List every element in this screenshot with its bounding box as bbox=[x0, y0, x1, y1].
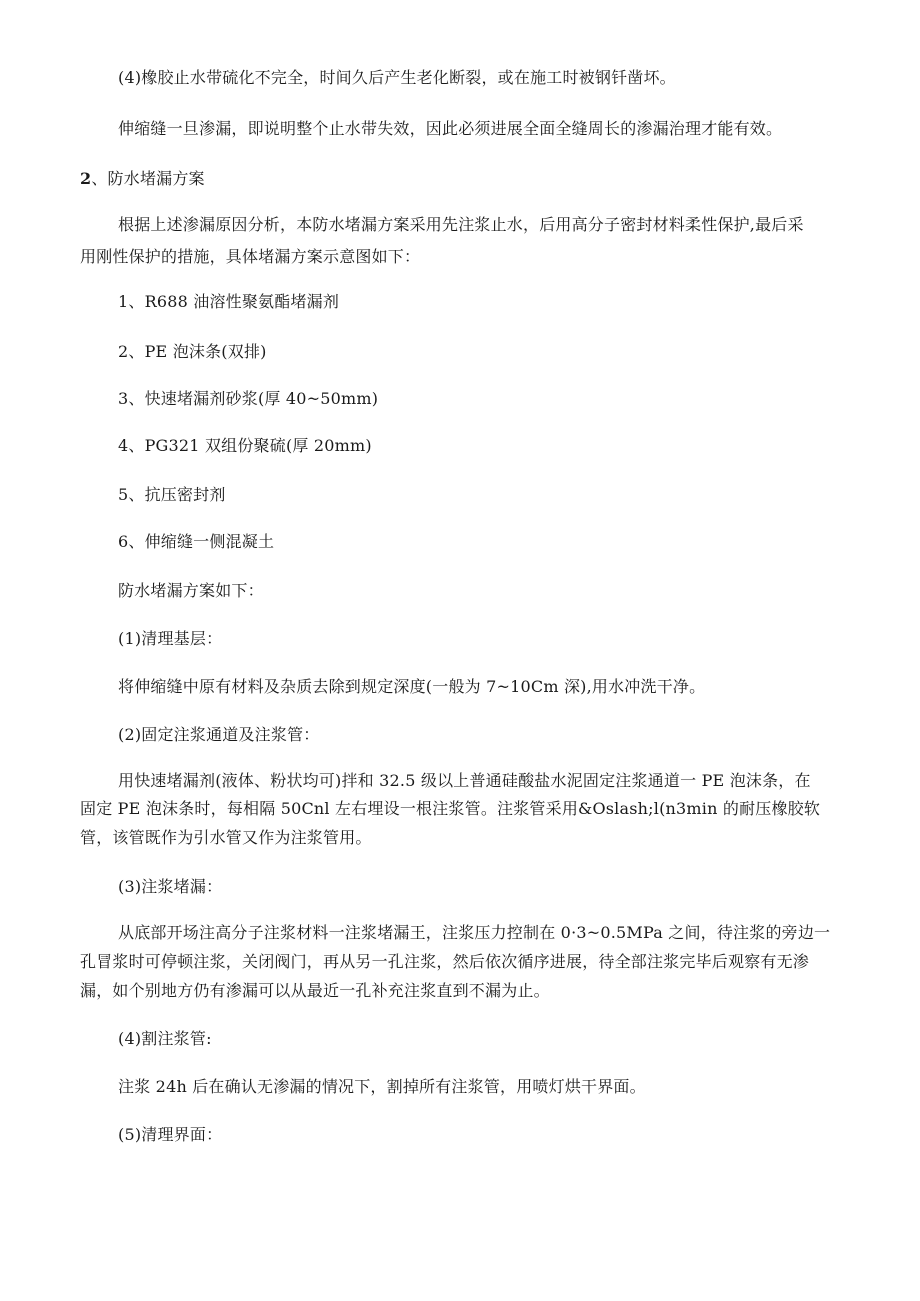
step-4-title: (4)割注浆管: bbox=[118, 1029, 212, 1048]
step-5-title: (5)清理界面： bbox=[118, 1125, 223, 1144]
paragraph-steps-intro: 防水堵漏方案如下： bbox=[118, 581, 264, 600]
step-2-body-line-1: 用快速堵漏剂(液体、粉状均可)拌和 32.5 级以上普通硅酸盐水泥固定注浆通道一 PE 泡沫条，在 bbox=[118, 771, 811, 790]
list-item-5: 5、抗压密封剂 bbox=[118, 485, 226, 504]
step-2-body-line-2: 固定 PE 泡沫条时，每相隔 50Cnl 左右埋设一根注浆管。注浆管采用&Oslash;l(n3min 的耐压橡胶软 bbox=[80, 799, 821, 818]
step-1-title: (1)清理基层： bbox=[118, 629, 223, 648]
section-number: 2 bbox=[80, 169, 92, 188]
list-item-2: 2、PE 泡沫条(双排) bbox=[118, 342, 267, 361]
paragraph-cause-4: (4)橡胶止水带硫化不完全，时间久后产生老化断裂，或在施工时被钢钎凿坏。 bbox=[118, 68, 676, 87]
step-3-body-line-3: 漏，如个别地方仍有渗漏可以从最近一孔补充注浆直到不漏为止。 bbox=[80, 981, 550, 1000]
step-2-title: (2)固定注浆通道及注浆管： bbox=[118, 725, 320, 744]
list-item-6: 6、伸缩缝一侧混凝土 bbox=[118, 532, 275, 551]
section-title: 、防水堵漏方案 bbox=[91, 169, 205, 188]
step-3-body-line-2: 孔冒浆时可停顿注浆，关闭阀门，再从另一孔注浆，然后依次循序进展，待全部注浆完毕后观察有无渗 bbox=[80, 952, 810, 971]
paragraph-plan-line-1: 根据上述渗漏原因分析，本防水堵漏方案采用先注浆止水，后用高分子密封材料柔性保护,最后采 bbox=[118, 215, 804, 234]
section-heading bbox=[80, 168, 205, 190]
list-item-3: 3、快速堵漏剂砂浆(厚 40~50mm) bbox=[118, 389, 379, 408]
paragraph-plan-line-2: 用刚性保护的措施，具体堵漏方案示意图如下： bbox=[80, 247, 421, 266]
step-3-body-line-1: 从底部开场注高分子注浆材料一注浆堵漏王，注浆压力控制在 0·3~0.5MPa 之间，待注浆的旁边一 bbox=[118, 923, 831, 942]
paragraph-conclusion: 伸缩缝一旦渗漏，即说明整个止水带失效，因此必须进展全面全缝周长的渗漏治理才能有效。 bbox=[118, 119, 783, 138]
step-2-body-line-3: 管，该管既作为引水管又作为注浆管用。 bbox=[80, 828, 372, 847]
list-item-4: 4、PG321 双组份聚硫(厚 20mm) bbox=[118, 436, 372, 455]
step-3-title: (3)注浆堵漏： bbox=[118, 877, 223, 896]
list-item-1: 1、R688 油溶性聚氨酯堵漏剂 bbox=[118, 292, 340, 311]
step-1-body: 将伸缩缝中原有材料及杂质去除到规定深度(一般为 7~10Cm 深),用水冲洗干净。 bbox=[118, 677, 706, 696]
step-4-body: 注浆 24h 后在确认无渗漏的情况下，割掉所有注浆管，用喷灯烘干界面。 bbox=[118, 1077, 646, 1096]
